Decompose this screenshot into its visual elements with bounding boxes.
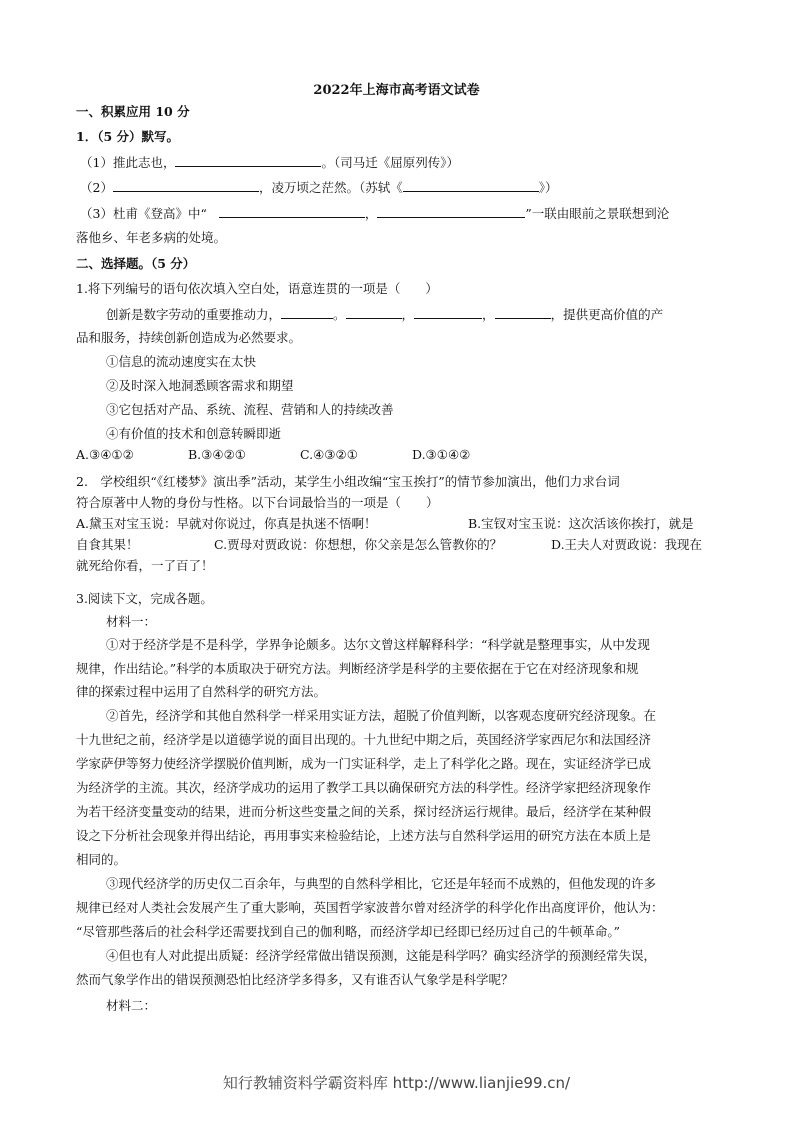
paragraph-4-line: 然而气象学作出的错误预测恐怕比经济学多得多，又有谁否认气象学是科学呢？ [76, 972, 514, 987]
answer-option-c[interactable]: C.④③②① [300, 447, 358, 462]
paragraph-2-line: 设之下分析社会现象并得出结论，再用事实来检验结论，上述方法与自然科学运用的研究方法在本质上是 [76, 828, 652, 843]
fill-blank-3-suffix: ”一联由眼前之景联想到沦 [525, 206, 670, 221]
choice-1-passage-continued: 品和服务，持续创新创造成为必然要求。 [76, 330, 302, 345]
fill-blank-1 [80, 154, 459, 171]
paragraph-3: ③现代经济学的历史仅二百余年，与典型的自然科学相比，它还是年轻而不成熟的，但他发现的许多 [106, 876, 657, 891]
fill-blank-1-prefix: （1）推此志也， [80, 155, 176, 170]
paragraph-2-line: 十九世纪之前，经济学是以道德学说的面目出现的。十九世纪中期之后，英国经济学家西尼尔和法国经济 [76, 732, 652, 747]
page-title: 2022年上海市高考语文试卷 [313, 83, 480, 98]
sentence-option-3: ③它包括对产品、系统、流程、营销和人的持续改善 [106, 402, 394, 417]
fill-blank-1-suffix: 。（司马迁《屈原列传》） [321, 155, 459, 170]
passage-text: 。 [333, 307, 346, 322]
fill-blank-2-middle: ，凌万顷之茫然。（苏轼《 [258, 180, 403, 195]
passage-blank [346, 306, 402, 319]
answer-option-d[interactable]: D.③①④② [412, 447, 471, 462]
passage-blank [414, 306, 482, 319]
passage-blank [281, 306, 333, 319]
passage-text: ， [482, 307, 495, 322]
fill-blank-2-suffix: 》） [538, 180, 558, 195]
paragraph-3-line: “尽管那些落后的社会科学还需要找到自己的伽利略，而经济学却已经即已经历过自己的牛顿革命。” [76, 924, 621, 939]
passage-text: ，提供更高价值的产 [550, 307, 664, 322]
choice-1-stem: 1.将下列编号的语句依次填入空白处，语意连贯的一项是（ ） [76, 281, 438, 296]
paragraph-3-line: 规律已经对人类社会发展产生了重大影响，英国哲学家波普尔曾对经济学的科学化作出高度评价，他认为： [76, 900, 664, 915]
paragraph-2-line: 为若干经济变量变动的结果，进而分析这些变量之间的关系，探讨经济运行规律。最后，经济学在某种假 [76, 804, 652, 819]
sentence-option-4: ④有价值的技术和创意转瞬即逝 [106, 426, 282, 441]
answer-blank[interactable] [403, 179, 539, 192]
choice-2-option-a[interactable]: A.黛玉对宝玉说：早就对你说过，你真是执迷不悟啊！ [76, 516, 377, 531]
paragraph-2-line: 相同的。 [76, 852, 127, 867]
choice-1-passage [106, 306, 663, 323]
question-1-heading: 1．（5 分）默写。 [76, 129, 179, 144]
material-2-label: 材料二： [106, 998, 157, 1013]
passage-blank [495, 306, 551, 319]
section-2-heading: 二、选择题。（5 分） [76, 256, 196, 271]
fill-blank-3-continued: 落他乡、年老多病的处境。 [76, 230, 227, 245]
sentence-option-2: ②及时深入地洞悉顾客需求和期望 [106, 378, 294, 393]
section-1-heading: 一、积累应用 10 分 [76, 104, 190, 119]
question-3-heading: 3.阅读下文，完成各题。 [76, 591, 213, 606]
material-1-label: 材料一： [106, 614, 157, 629]
answer-blank[interactable] [377, 205, 525, 218]
choice-2-option-c[interactable]: C.贾母对贾政说：你想想，你父亲是怎么管教你的？ [214, 537, 503, 552]
paragraph-1-line: 律的探索过程中运用了自然科学的研究方法。 [76, 684, 327, 699]
choice-2-stem: 2. 学校组织“《红楼梦》演出季”活动，某学生小组改编“宝玉挨打”的情节参加演出，他们力求台词 [76, 474, 620, 489]
paragraph-2: ②首先，经济学和其他自然科学一样采用实证方法，超脱了价值判断，以客观态度研究经济现象。在 [106, 708, 657, 723]
answer-option-b[interactable]: B.③④②① [188, 447, 246, 462]
paragraph-2-line: 为经济学的主流。其次，经济学成功的运用了教学工具以确保研究方法的科学性。经济学家把经济现象作 [76, 780, 652, 795]
answer-blank[interactable] [219, 205, 365, 218]
choice-2-stem-continued: 符合原著中人物的身份与性格。以下台词最恰当的一项是（ ） [76, 495, 439, 510]
footer-watermark: 知行教辅资料学霸资料库 http://www.lianjie99.cn/ [222, 1074, 571, 1092]
paragraph-1-line: 规律，作出结论。”科学的本质取决于研究方法。判断经济学是科学的主要依据在于它在对经济现象和规 [76, 661, 639, 676]
answer-blank[interactable] [175, 154, 321, 167]
fill-blank-3-comma: ， [364, 206, 378, 221]
paragraph-2-line: 学家萨伊等努力使经济学摆脱价值判断，成为一门实证科学，走上了科学化之路。现在，实证经济学已成 [76, 756, 652, 771]
answer-option-a[interactable]: A.③④①② [76, 447, 134, 462]
paragraph-1: ①对于经济学是不是科学，学界争论颇多。达尔文曾这样解释科学：“科学就是整理事实，从中发现 [106, 637, 650, 652]
choice-2-option-d[interactable]: D.王夫人对贾政说：我现在 [551, 537, 703, 552]
answer-blank[interactable] [113, 179, 259, 192]
fill-blank-2-prefix: （2） [80, 180, 113, 195]
paragraph-4: ④但也有人对此提出质疑：经济学经常做出错误预测，这能是科学吗？确实经济学的预测经常失误， [106, 948, 657, 963]
sentence-option-1: ①信息的流动速度实在太快 [106, 354, 257, 369]
fill-blank-3-prefix: （3）杜甫《登高》中“ [80, 206, 207, 221]
fill-blank-2 [80, 179, 557, 196]
passage-text: ， [401, 307, 415, 322]
choice-2-option-d-continued: 就死给你看，一了百了！ [76, 558, 214, 573]
choice-2-option-b-continued: 自食其果！ [76, 537, 139, 552]
fill-blank-3 [80, 205, 669, 222]
choice-2-option-b[interactable]: B.宝钗对宝玉说：这次活该你挨打，就是 [468, 516, 694, 531]
passage-text: 创新是数字劳动的重要推动力， [106, 307, 282, 322]
